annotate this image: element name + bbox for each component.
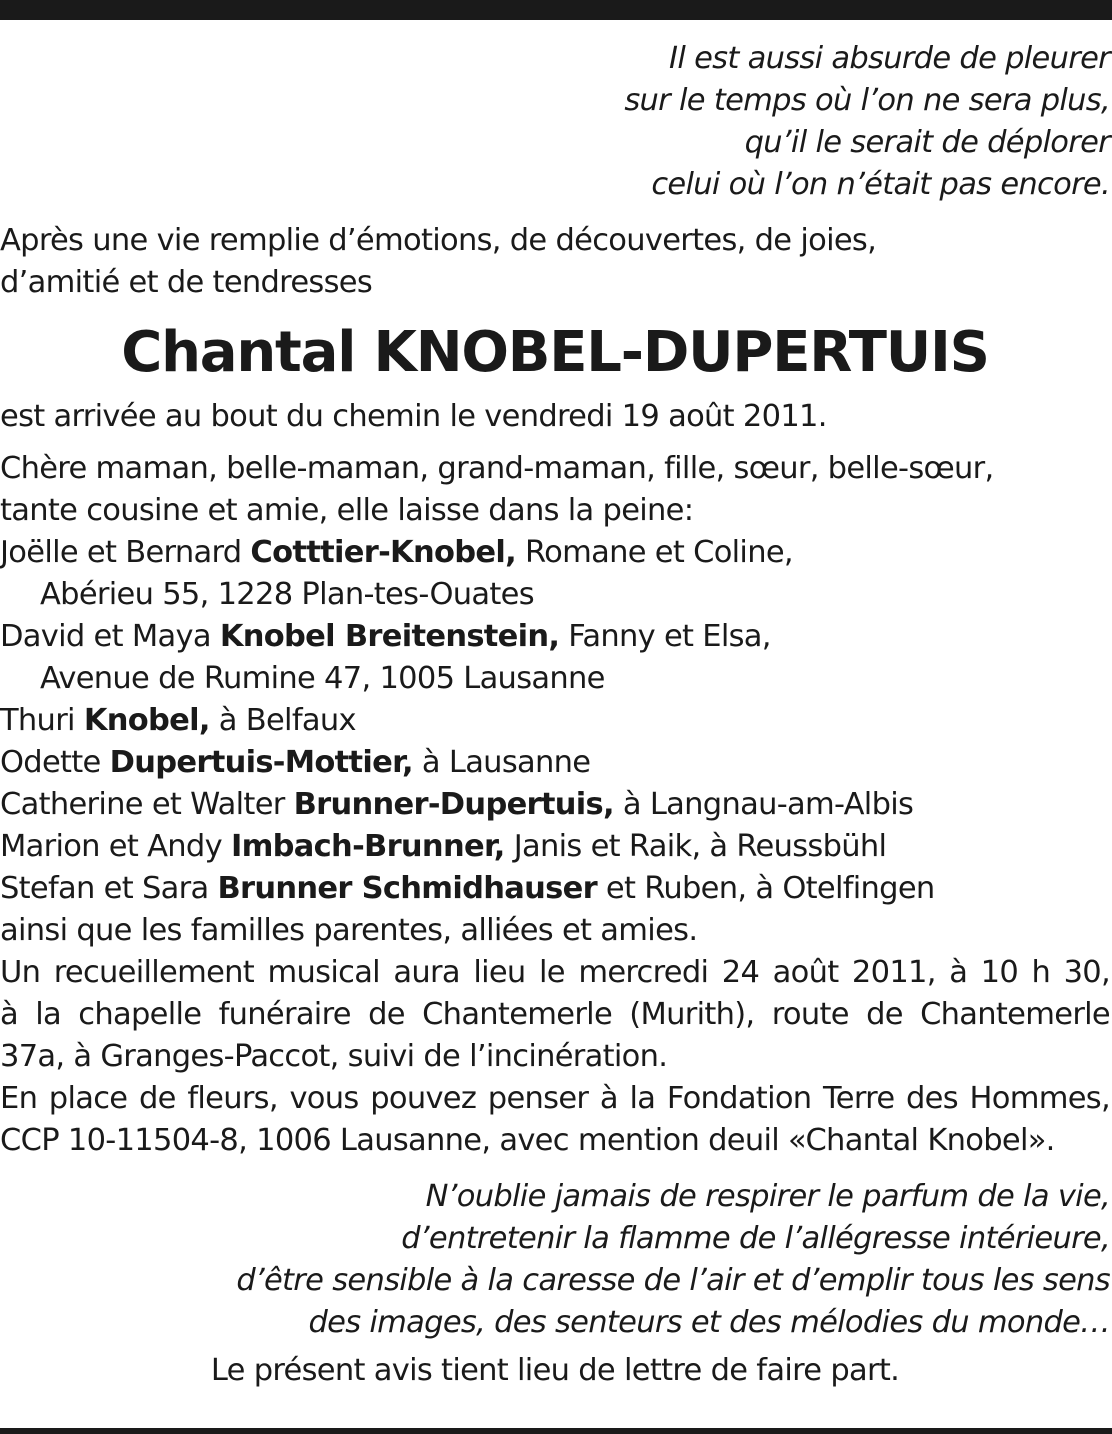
ceremony-line: Un recueillement musical aura lieu le mercredi 24 août 2011, à 10 h 30, [0, 955, 1110, 990]
top-rule [0, 0, 1112, 20]
donation-line: CCP 10-11504-8, 1006 Lausanne, avec mention deuil «Chantal Knobel». [0, 1123, 1055, 1158]
family-entry [0, 700, 1110, 742]
donation-line: En place de fleurs, vous pouvez penser à la Fondation Terre des Hommes, [0, 1081, 1110, 1116]
family-entry [0, 616, 1110, 658]
family-intro [0, 448, 1110, 532]
closing-quote-line: d’être sensible à la caresse de l’air et d’emplir tous les sens [236, 1263, 1110, 1298]
family-surname: Brunner Schmidhauser [217, 871, 597, 906]
family-surname: Knobel, [83, 703, 210, 738]
family-entry [0, 532, 1110, 574]
family-surname: Knobel Breitenstein, [219, 619, 560, 654]
family-intro-line: tante cousine et amie, elle laisse dans la peine: [0, 493, 694, 528]
family-names: Thuri [0, 703, 84, 738]
family-entry [0, 784, 1110, 826]
donation-info [0, 1078, 1110, 1162]
family-details: Janis et Raik, à Reussbühl [504, 829, 887, 864]
intro-line: d’amitié et de tendresses [0, 265, 373, 300]
deceased-name: Chantal KNOBEL-DUPERTUIS [121, 320, 989, 385]
family-details: à Langnau-am-Albis [613, 787, 914, 822]
closing-quote [0, 1176, 1110, 1344]
ceremony-line: 37a, à Granges-Paccot, suivi de l’incinération. [0, 1039, 668, 1074]
family-details: et Ruben, à Otelfingen [596, 871, 935, 906]
family-details: Fanny et Elsa, [559, 619, 771, 654]
family-names: Catherine et Walter [0, 787, 294, 822]
family-entry [0, 826, 1110, 868]
family-address: Avenue de Rumine 47, 1005 Lausanne [40, 661, 605, 696]
family-details: Romane et Coline, [516, 535, 793, 570]
family-details: à Belfaux [209, 703, 356, 738]
closing-quote-line: d’entretenir la flamme de l’allégresse intérieure, [401, 1221, 1110, 1256]
closing-quote-line: des images, des senteurs et des mélodies du monde… [308, 1305, 1110, 1340]
family-details: à Lausanne [412, 745, 591, 780]
ceremony-info [0, 952, 1110, 1078]
families-line: ainsi que les familles parentes, alliées et amies. [0, 913, 698, 948]
family-names: Odette [0, 745, 110, 780]
closing-quote-line: N’oublie jamais de respirer le parfum de la vie, [425, 1179, 1110, 1214]
family-list [0, 532, 1110, 910]
family-address: Abérieu 55, 1228 Plan-tes-Ouates [40, 577, 534, 612]
intro [0, 220, 1110, 304]
death-line: est arrivée au bout du chemin le vendredi 19 août 2011. [0, 399, 827, 434]
family-names: Marion et Andy [0, 829, 231, 864]
ceremony-line: à la chapelle funéraire de Chantemerle (Murith), route de Chantemerle [0, 997, 1110, 1032]
family-intro-line: Chère maman, belle-maman, grand-maman, fille, sœur, belle-sœur, [0, 451, 994, 486]
epigraph-line: Il est aussi absurde de pleurer [669, 41, 1110, 76]
family-surname: Dupertuis-Mottier, [109, 745, 413, 780]
family-names: David et Maya [0, 619, 220, 654]
epigraph-line: celui où l’on n’était pas encore. [651, 167, 1110, 202]
bottom-rule [0, 1428, 1112, 1434]
family-names: Stefan et Sara [0, 871, 218, 906]
family-surname: Imbach-Brunner, [230, 829, 505, 864]
closing-note: Le présent avis tient lieu de lettre de faire part. [210, 1353, 900, 1388]
family-names: Joëlle et Bernard [0, 535, 251, 570]
epigraph-line: qu’il le serait de déplorer [744, 125, 1110, 160]
family-surname: Cotttier-Knobel, [250, 535, 517, 570]
epigraph-line: sur le temps où l’on ne sera plus, [624, 83, 1110, 118]
intro-line: Après une vie remplie d’émotions, de découvertes, de joies, [0, 223, 877, 258]
family-entry [0, 742, 1110, 784]
family-entry [0, 868, 1110, 910]
death-notice [0, 38, 1110, 1392]
family-surname: Brunner-Dupertuis, [293, 787, 614, 822]
epigraph [0, 38, 1110, 206]
